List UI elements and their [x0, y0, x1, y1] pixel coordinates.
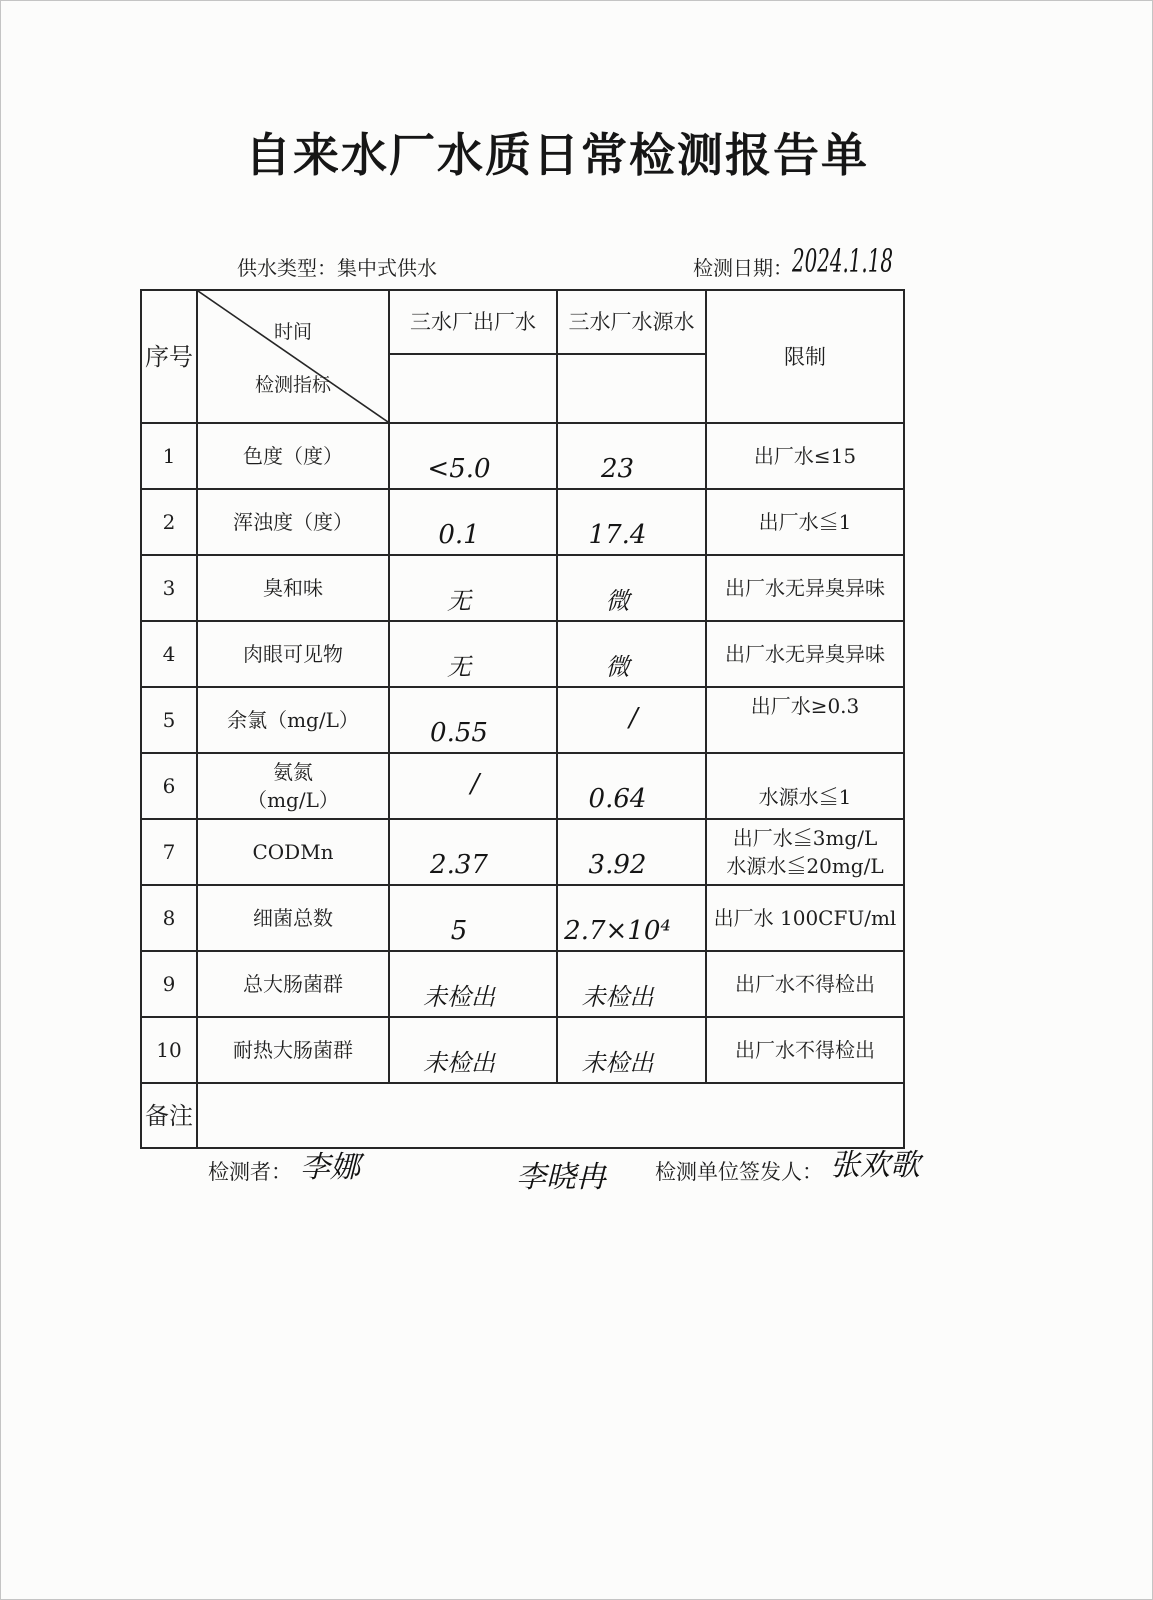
source-water-cell: [557, 621, 706, 687]
source-water-value: 23: [600, 454, 635, 484]
limit-value: 出厂水≦1: [706, 489, 904, 555]
source-water-value: 微: [605, 587, 630, 615]
source-water-cell: [557, 819, 706, 885]
outlet-water-cell: [389, 687, 557, 753]
limit-value: 出厂水≤15: [706, 423, 904, 489]
source-water-cell: [557, 687, 706, 753]
header-diagonal-cell: [197, 290, 389, 423]
source-water-value: 17.4: [588, 520, 647, 550]
row-number: 10: [141, 1017, 197, 1083]
header-source-water-subcell: [557, 354, 706, 423]
test-date-value: 2024.1.18: [792, 242, 893, 280]
outlet-water-cell: [389, 753, 557, 819]
row-number: 4: [141, 621, 197, 687]
remarks-row: [141, 1083, 904, 1148]
outlet-water-value: 未检出: [423, 983, 495, 1011]
test-date-label: 检测日期：: [693, 256, 793, 280]
outlet-water-cell: [389, 555, 557, 621]
outlet-water-cell: [389, 423, 557, 489]
outlet-water-cell: [389, 1017, 557, 1083]
supply-type-label: 供水类型：: [237, 256, 337, 280]
table-row: [141, 423, 904, 489]
indicator-name: CODMn: [197, 819, 389, 885]
outlet-water-value: 0.1: [438, 520, 480, 550]
row-number: 9: [141, 951, 197, 1017]
row-number: 5: [141, 687, 197, 753]
source-water-value: 2.7×10⁴: [564, 916, 671, 946]
outlet-water-value: <5.0: [427, 454, 491, 484]
tester-signature-second: 李晓冉: [516, 1160, 606, 1195]
indicator-name: 浑浊度（度）: [197, 489, 389, 555]
limit-value: 出厂水≥0.3: [706, 687, 904, 753]
outlet-water-value: /: [470, 769, 480, 799]
header-row: [141, 290, 904, 354]
source-water-value: 0.64: [588, 784, 647, 814]
row-number: 6: [141, 753, 197, 819]
outlet-water-cell: [389, 819, 557, 885]
issuer-signature: 张欢歌: [830, 1148, 920, 1183]
limit-value: 水源水≦1: [706, 753, 904, 819]
header-source-water: 三水厂水源水: [557, 290, 706, 354]
indicator-name: 臭和味: [197, 555, 389, 621]
table-row: [141, 687, 904, 753]
header-index: 序号: [141, 290, 197, 423]
source-water-value: 未检出: [581, 983, 654, 1011]
row-number: 1: [141, 423, 197, 489]
source-water-cell: [557, 753, 706, 819]
source-water-cell: [557, 885, 706, 951]
row-number: 7: [141, 819, 197, 885]
table-row: [141, 819, 904, 885]
header-outlet-water-subcell: [389, 354, 557, 423]
limit-value: 出厂水≦3mg/L 水源水≦20mg/L: [706, 819, 904, 885]
outlet-water-value: 未检出: [423, 1049, 495, 1077]
header-diagonal-line: [198, 291, 388, 422]
table-row: [141, 951, 904, 1017]
header-outlet-water: 三水厂出厂水: [389, 290, 557, 354]
remarks-content: [197, 1083, 904, 1148]
limit-value: 出厂水不得检出: [706, 951, 904, 1017]
indicator-name: 细菌总数: [197, 885, 389, 951]
outlet-water-cell: [389, 621, 557, 687]
source-water-cell: [557, 1017, 706, 1083]
indicator-name: 氨氮 （mg/L）: [197, 753, 389, 819]
source-water-value: 未检出: [581, 1049, 654, 1077]
issuer-label: 检测单位签发人：: [655, 1160, 823, 1184]
indicator-name: 肉眼可见物: [197, 621, 389, 687]
row-number: 3: [141, 555, 197, 621]
table-row: [141, 621, 904, 687]
table-row: [141, 885, 904, 951]
indicator-name: 余氯（mg/L）: [197, 687, 389, 753]
source-water-cell: [557, 489, 706, 555]
outlet-water-value: 5: [450, 916, 468, 946]
row-number: 8: [141, 885, 197, 951]
source-water-value: /: [629, 703, 638, 733]
tester-label: 检测者：: [208, 1160, 292, 1184]
outlet-water-value: 无: [447, 653, 471, 681]
row-number: 2: [141, 489, 197, 555]
tester-signature: 李娜: [300, 1150, 360, 1185]
limit-value: 出厂水不得检出: [706, 1017, 904, 1083]
header-indicator-label: 检测指标: [254, 374, 331, 396]
source-water-cell: [557, 555, 706, 621]
indicator-name: 耐热大肠菌群: [197, 1017, 389, 1083]
source-water-cell: [557, 951, 706, 1017]
limit-value: 出厂水无异臭异味: [706, 555, 904, 621]
report-table: [140, 289, 905, 1149]
remarks-label: 备注: [141, 1083, 197, 1148]
outlet-water-cell: [389, 489, 557, 555]
indicator-name: 色度（度）: [197, 423, 389, 489]
header-limit: 限制: [706, 290, 904, 423]
table-row: [141, 753, 904, 819]
table-row: [141, 1017, 904, 1083]
outlet-water-cell: [389, 885, 557, 951]
supply-type-value: 集中式供水: [337, 256, 437, 280]
limit-value: 出厂水 100CFU/ml: [706, 885, 904, 951]
outlet-water-value: 0.55: [430, 718, 488, 748]
outlet-water-value: 2.37: [430, 850, 488, 880]
outlet-water-value: 无: [447, 587, 471, 615]
header-time-label: 时间: [273, 321, 312, 343]
source-water-cell: [557, 423, 706, 489]
table-row: [141, 555, 904, 621]
page-title: 自来水厂水质日常检测报告单: [245, 128, 869, 182]
indicator-name: 总大肠菌群: [197, 951, 389, 1017]
source-water-value: 3.92: [588, 850, 647, 880]
outlet-water-cell: [389, 951, 557, 1017]
source-water-value: 微: [605, 653, 630, 681]
table-row: [141, 489, 904, 555]
limit-value: 出厂水无异臭异味: [706, 621, 904, 687]
supply-type: [237, 255, 437, 281]
